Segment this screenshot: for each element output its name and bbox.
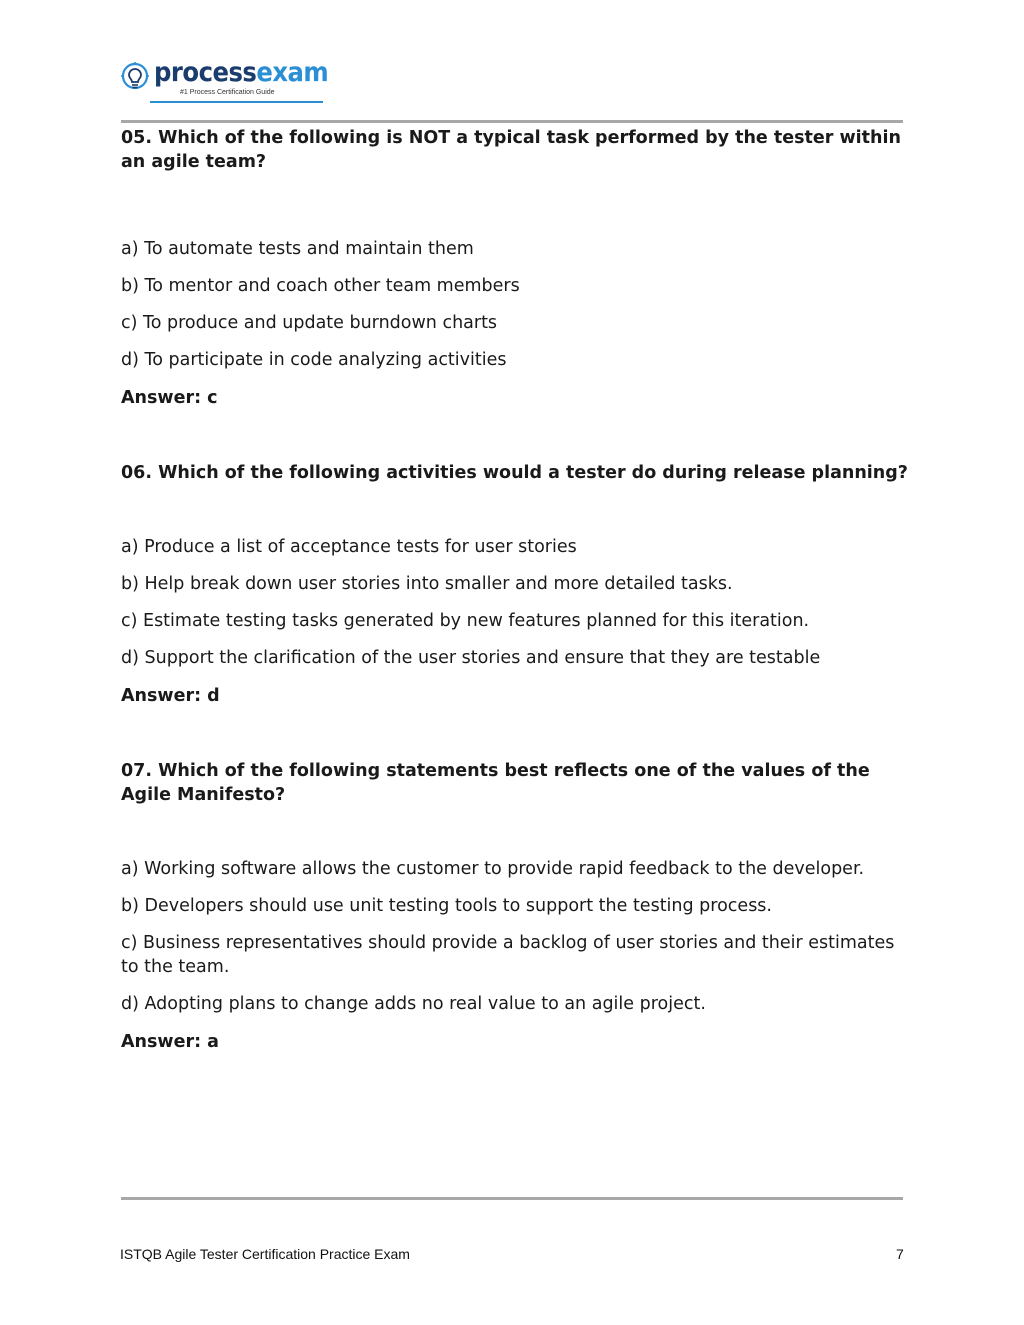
option-a: a) Produce a list of acceptance tests for user stories <box>121 537 577 557</box>
answer-text: Answer: c <box>121 388 218 408</box>
option-d: d) Support the clarification of the user stories and ensure that they are testable <box>121 648 821 668</box>
option-d: d) Adopting plans to change adds no real value to an agile project. <box>121 994 706 1014</box>
answer-text: Answer: d <box>121 686 220 706</box>
options-list <box>121 857 911 1016</box>
processexam-logo <box>120 57 329 106</box>
option-b: b) Developers should use unit testing tools to support the testing process. <box>121 896 772 916</box>
options-list <box>121 535 911 670</box>
option-b: b) Help break down user stories into smaller and more detailed tasks. <box>121 574 733 594</box>
question-text: 06. Which of the following activities would a tester do during release planning? <box>121 463 908 483</box>
header-divider <box>121 120 903 123</box>
page-number: 7 <box>896 1246 904 1262</box>
logo-wordmark-part1: process <box>154 57 257 88</box>
answer-text: Answer: a <box>121 1032 219 1052</box>
question-text: 07. Which of the following statements best reflects one of the values of the Agile Manifesto? <box>121 761 870 805</box>
option-b: b) To mentor and coach other team members <box>121 276 520 296</box>
logo-underline <box>150 101 323 103</box>
logo-tagline: #1 Process Certification Guide <box>180 89 275 96</box>
footer-title: ISTQB Agile Tester Certification Practice Exam <box>120 1246 410 1262</box>
option-c: c) Business representatives should provide a backlog of user stories and their estimates to the team. <box>121 933 895 977</box>
option-a: a) To automate tests and maintain them <box>121 239 474 259</box>
question-list <box>121 126 911 1054</box>
option-c: c) Estimate testing tasks generated by new features planned for this iteration. <box>121 611 810 631</box>
logo-wordmark-part2: exam <box>256 57 329 88</box>
question-text: 05. Which of the following is NOT a typical task performed by the tester within an agile team? <box>121 128 901 172</box>
option-c: c) To produce and update burndown charts <box>121 313 498 333</box>
option-d: d) To participate in code analyzing activities <box>121 350 507 370</box>
footer-divider <box>121 1197 903 1200</box>
logo-wordmark <box>154 57 328 89</box>
options-list <box>121 237 911 372</box>
lightbulb-gear-icon <box>120 62 150 98</box>
option-a: a) Working software allows the customer to provide rapid feedback to the developer. <box>121 859 865 879</box>
